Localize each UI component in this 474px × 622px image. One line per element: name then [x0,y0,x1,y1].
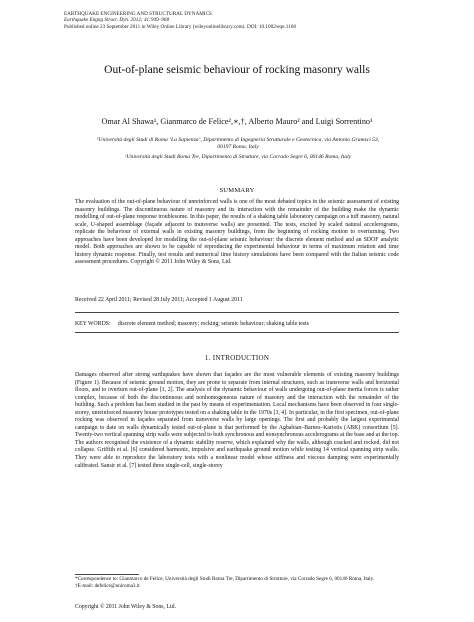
journal-name: EARTHQUAKE ENGINEERING AND STRUCTURAL DYNAMICS [64,11,212,17]
summary-heading: SUMMARY [219,187,255,194]
publication-info: Published online 23 September 2011 in Wiley Online Library (wileyonlinelibrary.com). DOI: 10.1002/eqe.1168 [64,23,296,30]
author-list: Omar Al Shawa¹, Gianmarco de Felice²,∗,†, Alberto Mauro² and Luigi Sorrentino¹ [101,117,373,126]
divider-bottom [75,332,399,333]
email-footnote: †E-mail: defelice@uniroma3.it [75,582,140,589]
affiliations [92,137,384,165]
keywords-label: KEY WORDS: [75,321,111,327]
affiliation-1: ¹Università degli Studi di Roma ‘La Sapienza’, Dipartimento di Ingegneria Strutturale e Geotecnica, via Antonio Gramsci 53, 00197 Roma, Italy [96,137,380,151]
footnotes [75,576,399,589]
correspondence-footnote: *Correspondence to: Gianmarco de Felice, Università degli Studi Roma Tre, Dipartimento di Strutture, via Corrado Segre 6, 00146 Roma, Italy. [75,576,375,582]
divider-top [75,312,399,313]
copyright-notice: Copyright © 2011 John Wiley & Sons, Ltd. [75,604,176,610]
keywords-text: discrete element method; masonry; rocking; seismic behaviour; shaking table tests [117,321,309,327]
received-dates: Received 22 April 2011; Revised 28 July 2011; Accepted 1 August 2011 [75,297,243,303]
introduction-heading: 1. INTRODUCTION [204,354,270,362]
journal-header [64,11,424,30]
abstract-text: The evaluation of the out-of-plane behaviour of unreinforced walls is one of the most debated topics in the seismic assessment of existing masonry buildings. The discontinuous nature of masonry and its interaction with the remainder of the building make the dynamic modelling of out-of-plane response troublesome. In this paper, the results of a shaking table laboratory campaign on a tuff masonry, natural scale, U-shaped assemblage (façade adjacent to transverse walls) are presented. The tests, excited by scaled natural accelerograms, replicate the behaviour of external walls in existing masonry buildings, from the beginning of rocking motion to overturning. Two approaches have been developed for modelling the out-of-plane seismic behaviour: the discrete element method and an SDOF analytic model. Both approaches are shown to be capable of reproducing the experimental behaviour in terms of maximum rotation and time history dynamic response. Finally, test results and numerical time history simulations have been compared with the Italian seismic code assessment procedures. Copyright © 2011 John Wiley & Sons, Ltd. [75,199,399,266]
affiliation-2: ²Università degli Studi Roma Tre, Dipartimento di Strutture, via Corrado Segre 6, 00146 Roma, Italy [124,154,352,161]
paper-title: Out-of-plane seismic behaviour of rocking masonry walls [104,64,370,76]
footnote-divider [75,574,139,575]
journal-citation: Earthquake Engng Struct. Dyn. 2012; 41:949–968 [64,17,170,24]
keywords [75,321,399,327]
introduction-text: Damages observed after strong earthquakes have shown that façades are the most vulnerable elements of existing masonry buildings (Figure 1). Because of seismic ground motion, they are prone to separate from internal structures, such as transverse walls and horizontal floors, and to overturn out-of-plane [1, 2]. The analysis of the dynamic behaviour of walls undergoing out-of-plane inertia forces is rather complex, because of both the discontinuous and nonhomogeneous nature of masonry and the interaction with the remainder of the building. Such a problem has been studied in the past by means of experimentation. Local mechanisms have been observed in four single-storey, unreinforced masonry house prototypes tested on a shaking table in the 1970s [3, 4]. In particular, in the first specimen, out-of-plane rocking was observed in façades separated from transverse walls by large openings. The first and probably the largest experimental campaign to date on walls dynamically tested out-of-plane is that performed by the Agbabian–Barnes–Kariotis (ABK) consortium [5]. Twenty-two vertical spanning strip walls were subjected to both synchronous and nonsynchronous accelerograms at the base and at the top. The authors recognised the existence of a dynamic stability reserve, which explained why the walls, although cracked and rocked, did not collapse. Griffith et al. [6] considered harmonic, impulsive and earthquake ground motion while testing 14 vertical spanning strip walls. They were able to reproduce the laboratory tests with a nonlinear model whose stiffness and viscous damping were experimentally calibrated. Sansir et al. [7] tested three single-cell, single-storey [75,372,399,469]
